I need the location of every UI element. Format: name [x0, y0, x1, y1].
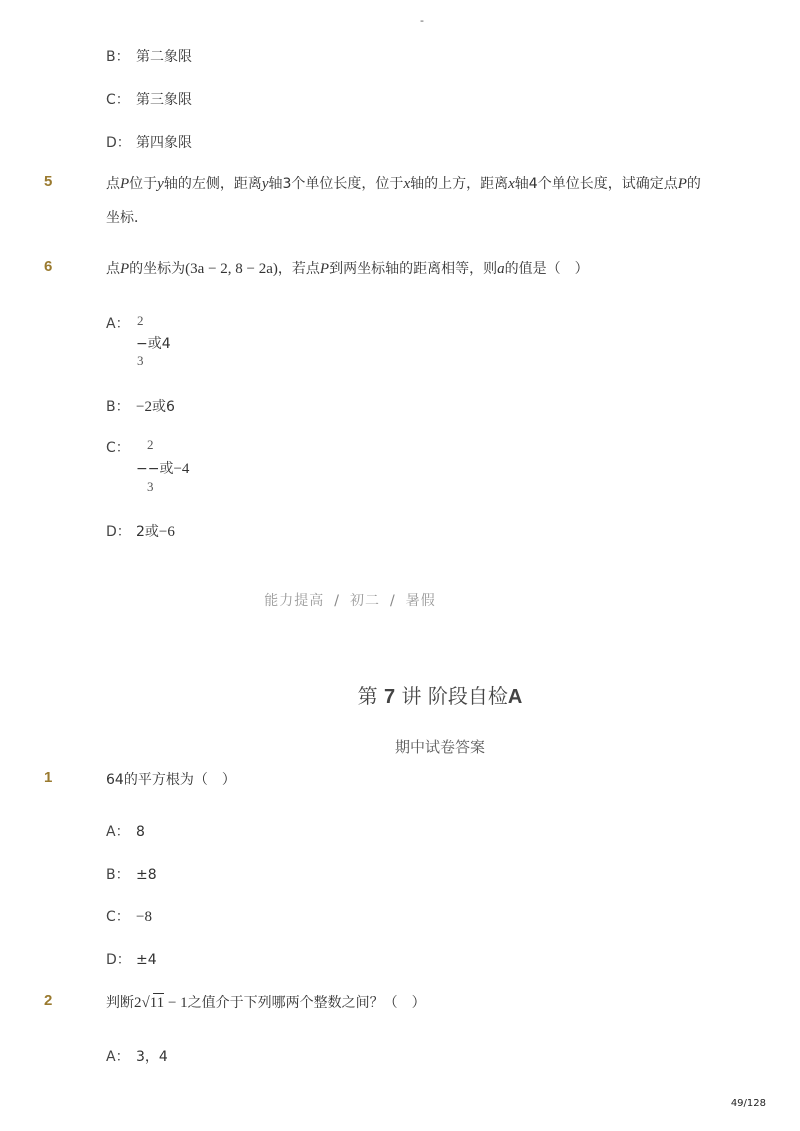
- fraction-denominator: 3: [137, 353, 144, 368]
- option-label: A：: [106, 316, 130, 332]
- option-label: D：: [106, 524, 131, 540]
- question-number-5: 5: [44, 173, 53, 190]
- fraction-numerator: 2: [137, 313, 144, 328]
- option-label: A：: [106, 824, 130, 840]
- option-label: C：: [106, 440, 130, 456]
- option-text: ±4: [136, 952, 157, 968]
- option-text: 2或: [136, 524, 159, 540]
- fraction-numerator: 2: [147, 437, 154, 452]
- q5-stem-line2: 坐标．: [106, 210, 148, 226]
- option-text: 第二象限: [136, 49, 192, 65]
- page-top-mark: -: [420, 14, 424, 27]
- option-text: 第三象限: [136, 92, 192, 108]
- q5-stem-line1: 点P位于y轴的左侧，距离y轴3个单位长度，位于x轴的上方，距离x轴4个单位长度，试确定点P的: [106, 176, 701, 192]
- lecture-title: 第 7 讲 阶段自检A: [357, 684, 523, 708]
- q4-option-b[interactable]: [106, 46, 192, 66]
- option-text: 3，4: [136, 1049, 168, 1065]
- p2-option-a[interactable]: [106, 1046, 168, 1066]
- q6-option-a[interactable]: [106, 313, 226, 373]
- p1-option-c[interactable]: [106, 906, 152, 926]
- option-text: −−或−4: [136, 461, 190, 477]
- option-label: B：: [106, 49, 130, 65]
- q6-option-b[interactable]: [106, 396, 175, 416]
- q4-option-d[interactable]: [106, 132, 192, 152]
- p1-option-d[interactable]: [106, 949, 157, 969]
- question-number-6: 6: [44, 258, 53, 275]
- option-math: −8: [136, 909, 152, 925]
- q4-option-c[interactable]: [106, 89, 192, 109]
- option-text: −或4: [136, 336, 171, 352]
- option-label: B：: [106, 867, 130, 883]
- option-text: ±8: [136, 867, 157, 883]
- lecture-subtitle: 期中试卷答案: [394, 738, 485, 756]
- q6-stem: 点P的坐标为(3a − 2, 8 − 2a)，若点P到两坐标轴的距离相等，则a的值是（ ）: [106, 261, 589, 277]
- option-math: −6: [158, 524, 175, 540]
- option-label: B：: [106, 399, 130, 415]
- option-label: D：: [106, 952, 131, 968]
- option-text: 第四象限: [136, 135, 192, 151]
- p2-stem: 判断2√11 − 1之值介于下列哪两个整数之间？（ ）: [106, 995, 426, 1011]
- option-label: C：: [106, 92, 130, 108]
- question-number-1: 1: [44, 769, 53, 786]
- option-label: D：: [106, 135, 131, 151]
- question-number-2: 2: [44, 992, 53, 1009]
- option-text: 8: [136, 824, 145, 840]
- q6-option-c[interactable]: [106, 437, 246, 497]
- q6-option-d[interactable]: [106, 521, 175, 541]
- option-label: A：: [106, 1049, 130, 1065]
- p1-option-a[interactable]: [106, 821, 145, 841]
- p1-stem: 64的平方根为（ ）: [106, 772, 236, 788]
- page-number: 49/128: [730, 1098, 766, 1109]
- option-label: C：: [106, 909, 130, 925]
- section-footer: 能力提高 / 初二 / 暑假: [264, 593, 436, 609]
- fraction-denominator: 3: [147, 479, 154, 494]
- option-text: 或6: [151, 399, 175, 415]
- option-math: −2: [136, 399, 152, 415]
- sqrt-expression: √11: [141, 995, 165, 1011]
- p1-option-b[interactable]: [106, 864, 157, 884]
